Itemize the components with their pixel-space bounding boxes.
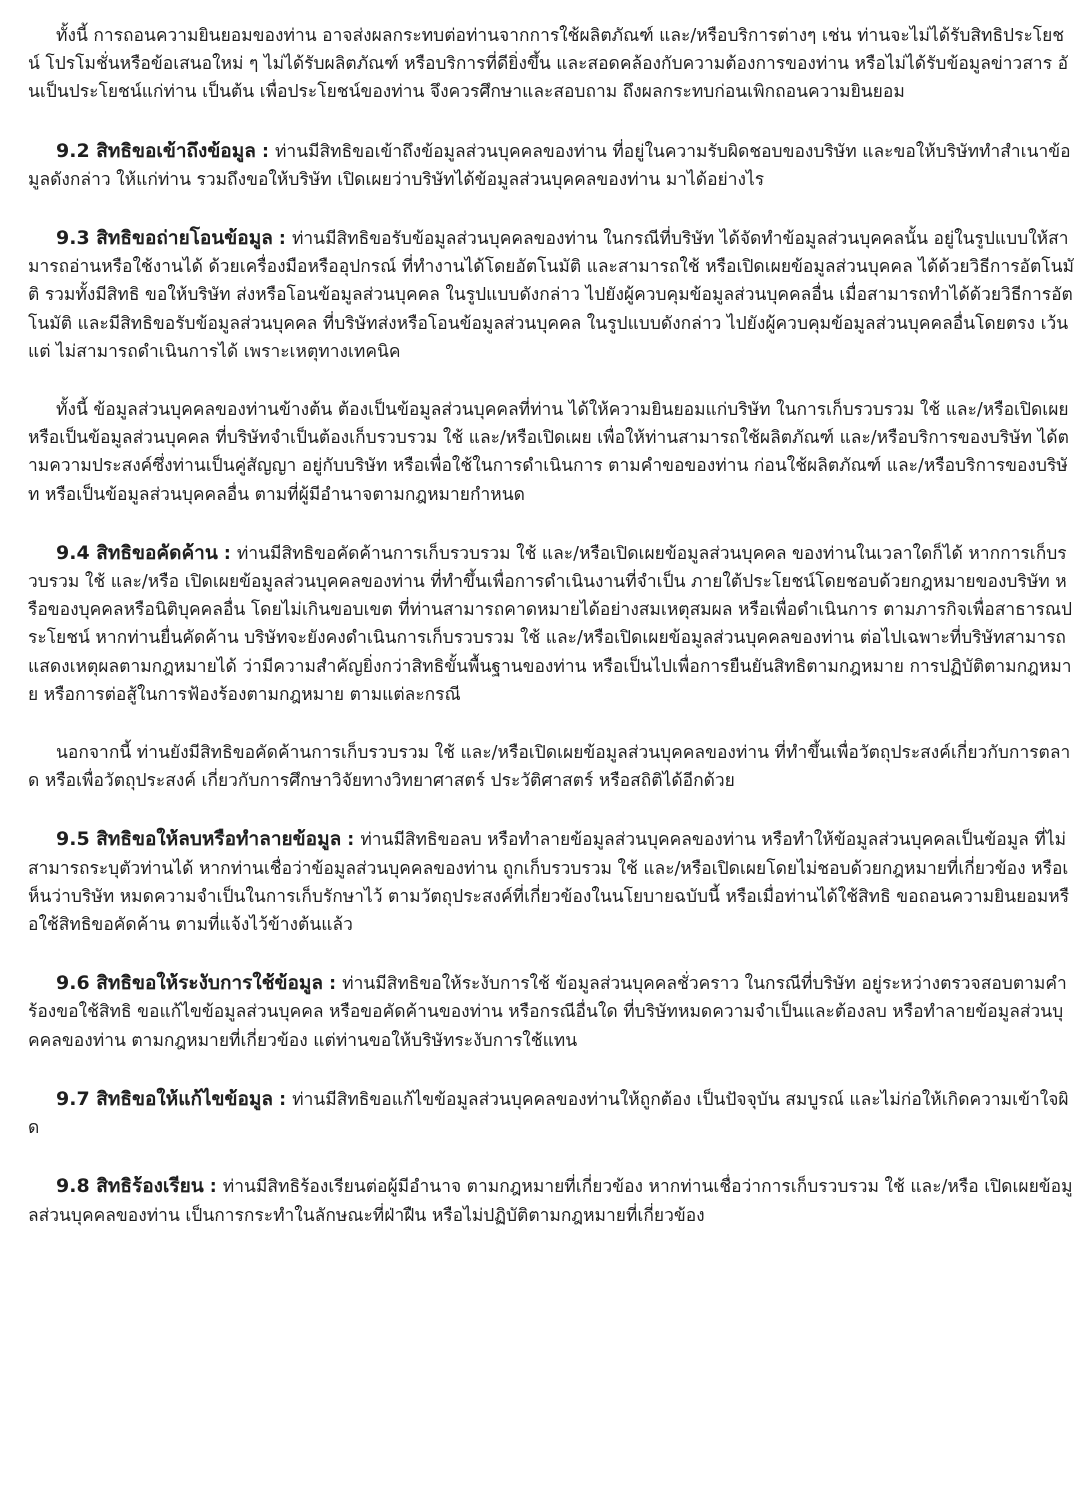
section-text: ท่านมีสิทธิขอคัดค้านการเก็บรวบรวม ใช้ และ/หรือเปิดเผยข้อมูลส่วนบุคคล ของท่านในเวลาใดก็ได้ หากการเก็บรวบรวม ใช้ และ/หรือ เปิดเผยข้อมูลส่วนบุคคลของท่าน ที่ทำขึ้นเพื่อการดำเนินงานที่จำเป็น ภายใต้ประโยชน์โดยชอบด้วยกฎหมายของบริษัท หรือของบุคคลหรือนิติบุคคลอื่น โดยไม่เกินขอบเขต ที่ท่านสามารถคาดหมายได้อย่างสมเหตุสมผล หรือเพื่อดำเนินการ ตามภารกิจเพื่อสาธารณประโยชน์ หากท่านยื่นคัดค้าน บริษัทจะยังคงดำเนินการเก็บรวบรวม ใช้ และ/หรือเปิดเผยข้อมูลส่วนบุคคลของท่าน ต่อไปเฉพาะที่บริษัทสามารถ แสดงเหตุผลตามกฎหมายได้ ว่ามีความสำคัญยิ่งกว่าสิทธิขั้นพื้นฐานของท่าน หรือเป็นไปเพื่อการยืนยันสิทธิตามกฎหมาย การปฏิบัติตามกฎหมาย หรือการต่อสู้ในการฟ้องร้องตามกฎหมาย ตามแต่ละกรณี — [28, 543, 1073, 705]
section-heading: 9.7 สิทธิขอให้แก้ไขข้อมูล — [56, 1087, 274, 1110]
section-9-2-right-of-access — [28, 137, 1074, 194]
paragraph-text: นอกจากนี้ ท่านยังมีสิทธิขอคัดค้านการเก็บรวบรวม ใช้ และ/หรือเปิดเผยข้อมูลส่วนบุคคลของท่าน ที่ทำขึ้นเพื่อวัตถุประสงค์เกี่ยวกับการตลาด หรือเพื่อวัตถุประสงค์ เกี่ยวกับการศึกษาวิจัยทางวิทยาศาสตร์ ประวัติศาสตร์ หรือสถิติได้อีกด้วย — [28, 743, 1071, 792]
paragraph-text: ทั้งนี้ ข้อมูลส่วนบุคคลของท่านข้างต้น ต้องเป็นข้อมูลส่วนบุคคลที่ท่าน ได้ให้ความยินยอมแก่บริษัท ในการเก็บรวบรวม ใช้ และ/หรือเปิดเผย หรือเป็นข้อมูลส่วนบุคคล ที่บริษัทจำเป็นต้องเก็บรวบรวม ใช้ และ/หรือเปิดเผย เพื่อให้ท่านสามารถใช้ผลิตภัณฑ์ และ/หรือบริการของบริษัท ได้ตามความประสงค์ซึ่งท่านเป็นคู่สัญญา อยู่กับบริษัท หรือเพื่อใช้ในการดำเนินการ ตามคำขอของท่าน ก่อนใช้ผลิตภัณฑ์ และ/หรือบริการของบริษัท หรือเป็นข้อมูลส่วนบุคคลอื่น ตามที่ผู้มีอำนาจตามกฎหมายกำหนด — [28, 400, 1069, 505]
section-9-4-right-to-object — [28, 539, 1074, 709]
heading-separator: : — [272, 229, 292, 250]
section-heading: 9.4 สิทธิขอคัดค้าน — [56, 541, 218, 564]
heading-separator: : — [217, 543, 237, 564]
section-text: ท่านมีสิทธิร้องเรียนต่อผู้มีอำนาจ ตามกฎหมายที่เกี่ยวข้อง หากท่านเชื่อว่าการเก็บรวบรวม ใช้ และ/หรือ เปิดเผยข้อมูลส่วนบุคคลของท่าน เป็นการกระทำในลักษณะที่ฝ่าฝืน หรือไม่ปฏิบัติตามกฎหมายที่เกี่ยวข้อง — [28, 1177, 1073, 1226]
section-heading: 9.6 สิทธิขอให้ระงับการใช้ข้อมูล — [56, 972, 324, 995]
heading-separator: : — [255, 141, 275, 162]
heading-separator: : — [323, 974, 343, 995]
section-text: ท่านมีสิทธิขอลบ หรือทำลายข้อมูลส่วนบุคคลของท่าน หรือทำให้ข้อมูลส่วนบุคคลเป็นข้อมูล ที่ไม่สามารถระบุตัวท่านได้ หากท่านเชื่อว่าข้อมูลส่วนบุคคลของท่าน ถูกเก็บรวบรวม ใช้ และ/หรือเปิดเผยโดยไม่ชอบด้วยกฎหมายที่เกี่ยวข้อง หรือเห็นว่าบริษัท หมดความจำเป็นในการเก็บรักษาไว้ ตามวัตถุประสงค์ที่เกี่ยวข้องในนโยบายฉบับนี้ หรือเมื่อท่านได้ใช้สิทธิ ขอถอนความยินยอมหรือใช้สิทธิขอคัดค้าน ตามที่แจ้งไว้ข้างต้นแล้ว — [28, 830, 1070, 936]
section-9-7-right-to-rectification — [28, 1085, 1074, 1142]
objection-marketing-note — [28, 739, 1074, 795]
section-heading: 9.3 สิทธิขอถ่ายโอนข้อมูล — [56, 227, 273, 250]
section-9-6-right-to-restrict — [28, 969, 1074, 1055]
section-text: ท่านมีสิทธิขอแก้ไขข้อมูลส่วนบุคคลของท่านให้ถูกต้อง เป็นปัจจุบัน สมบูรณ์ และไม่ก่อให้เกิดความเข้าใจผิด — [28, 1089, 1069, 1139]
portability-conditions-note — [28, 396, 1074, 509]
heading-separator: : — [203, 1177, 223, 1198]
document-body — [28, 22, 1074, 1260]
section-text: ท่านมีสิทธิขอให้ระงับการใช้ ข้อมูลส่วนบุคคลชั่วคราว ในกรณีที่บริษัท อยู่ระหว่างตรวจสอบตามคำร้องขอใช้สิทธิ ขอแก้ไขข้อมูลส่วนบุคคล หรือขอคัดค้านของท่าน หรือกรณีอื่นใด ที่บริษัทหมดความจำเป็นและต้องลบ หรือทำลายข้อมูลส่วนบุคคลของท่าน ตามกฎหมายที่เกี่ยวข้อง แต่ท่านขอให้บริษัทระงับการใช้แทน — [28, 974, 1067, 1051]
section-9-3-right-of-portability — [28, 224, 1074, 366]
consent-withdrawal-note — [28, 22, 1074, 107]
heading-separator: : — [341, 830, 361, 851]
section-text: ท่านมีสิทธิขอรับข้อมูลส่วนบุคคลของท่าน ในกรณีที่บริษัท ได้จัดทำข้อมูลส่วนบุคคลนั้น อยู่ในรูปแบบให้สามารถอ่านหรือใช้งานได้ ด้วยเครื่องมือหรืออุปกรณ์ ที่ทำงานได้โดยอัตโนมัติ และสามารถใช้ หรือเปิดเผยข้อมูลส่วนบุคคล ได้ด้วยวิธีการอัตโนมัติ รวมทั้งมีสิทธิ ขอให้บริษัท ส่งหรือโอนข้อมูลส่วนบุคคล ในรูปแบบดังกล่าว ไปยังผู้ควบคุมข้อมูลส่วนบุคคลอื่น เมื่อสามารถทำได้ด้วยวิธีการอัตโนมัติ และมีสิทธิขอรับข้อมูลส่วนบุคคล ที่บริษัทส่งหรือโอนข้อมูลส่วนบุคคล ในรูปแบบดังกล่าว ไปยังผู้ควบคุมข้อมูลส่วนบุคคลอื่นโดยตรง เว้นแต่ ไม่สามารถดำเนินการได้ เพราะเหตุทางเทคนิค — [28, 229, 1074, 362]
section-heading: 9.5 สิทธิขอให้ลบหรือทำลายข้อมูล — [56, 828, 342, 851]
section-heading: 9.2 สิทธิขอเข้าถึงข้อมูล — [56, 139, 256, 162]
section-9-5-right-to-erasure — [28, 825, 1074, 939]
heading-separator: : — [273, 1089, 293, 1110]
section-heading: 9.8 สิทธิร้องเรียน — [56, 1175, 204, 1198]
section-text: ท่านมีสิทธิขอเข้าถึงข้อมูลส่วนบุคคลของท่าน ที่อยู่ในความรับผิดชอบของบริษัท และขอให้บริษัททำสำเนาข้อมูลดังกล่าว ให้แก่ท่าน รวมถึงขอให้บริษัท เปิดเผยว่าบริษัทได้ข้อมูลส่วนบุคคลของท่าน มาได้อย่างไร — [28, 141, 1071, 190]
section-9-8-right-to-complain — [28, 1172, 1074, 1229]
paragraph-text: ทั้งนี้ การถอนความยินยอมของท่าน อาจส่งผลกระทบต่อท่านจากการใช้ผลิตภัณฑ์ และ/หรือบริการต่างๆ เช่น ท่านจะไม่ได้รับสิทธิประโยชน์ โปรโมชั่นหรือข้อเสนอใหม่ ๆ ไม่ได้รับผลิตภัณฑ์ หรือบริการที่ดียิ่งขึ้น และสอดคล้องกับความต้องการของท่าน หรือไม่ได้รับข้อมูลข่าวสาร อันเป็นประโยชน์แก่ท่าน เป็นต้น เพื่อประโยชน์ของท่าน จึงควรศึกษาและสอบถาม ถึงผลกระทบก่อนเพิกถอนความยินยอม — [28, 26, 1069, 103]
